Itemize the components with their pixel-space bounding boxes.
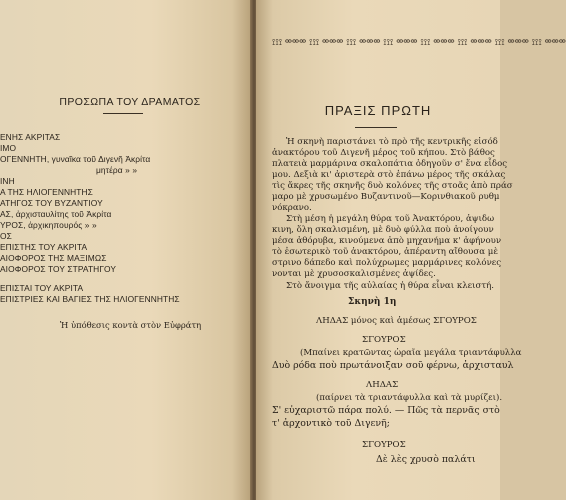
stage-direction-line: μου. Δεξιὰ κι' ἀριστερὰ στὸ ἐπάνω μέρος τῆς σκάλας (272, 170, 506, 180)
stage-direction-line: κινη, ὅλη σκαλισμένη, μὲ δυὸ φύλλα ποὺ ἀνοίγουν (272, 225, 494, 235)
stage-direction-line: πλατειὰ μαρμάρινα σκαλοπάτια ὁδηγοῦν σ' ἕνα εἶδος (272, 159, 508, 169)
cast-entry: μητέρα » » (96, 165, 138, 175)
setting-note: Ἡ ὑπόθεσις κοντὰ στὸν Εὐφράτη (60, 320, 202, 330)
cast-entry: ΙΝΗ (0, 176, 15, 186)
stage-direction-line: νονται μὲ χρυσοσκαλισμένες ἀψίδες. (272, 269, 436, 279)
cast-entry: ΥΡΟΣ, ἀρχικηπουρός » » (0, 220, 97, 230)
stage-direction-line: μέσα ἀθόρυβα, κινούμενα ἀπὸ μηχανήμα κ' ἀφήνουν (272, 236, 502, 246)
stage-direction-line: νόκρανο. (272, 203, 312, 213)
dialogue-line: Δυὸ ρόδα ποὺ πρωτάνοιξαν σοῦ φέρνω, ἀρχισταυλ (272, 360, 514, 371)
speaker-name: ΣΓΟΥΡΟΣ (362, 440, 406, 450)
cast-entry: ΑΙΟΦΟΡΟΣ ΤΟΥ ΣΤΡΑΤΗΓΟΥ (0, 264, 117, 274)
speaker-name: ΛΗΔΑΣ (366, 380, 399, 390)
cast-group: ΕΠΙΣΤΑΙ ΤΟΥ ΑΚΡΙΤΑ (0, 283, 84, 293)
cast-list-title: ΠΡΟΣΩΠΑ ΤΟΥ ΔΡΑΜΑΤΟΣ (59, 96, 201, 108)
cast-entry: ΕΠΙΣΤΗΣ ΤΟΥ ΑΚΡΙΤΑ (0, 242, 88, 252)
act-title: ΠΡΑΞΙΣ ΠΡΩΤΗ (324, 103, 432, 118)
scene-heading: Σκηνὴ 1η (348, 297, 397, 307)
cast-entry: ΟΓΕΝΝΗΤΗ, γυναῖκα τοῦ Διγενῆ Ἀκρίτα (0, 154, 151, 164)
stage-direction-line: ἀνακτόρου τοῦ Διγενῆ μέρος τοῦ κήπου. Στὸ βάθος (272, 148, 495, 158)
cast-entry: ΟΣ (0, 231, 12, 241)
cast-entry: ΑΙΟΦΟΡΟΣ ΤΗΣ ΜΑΞΙΜΩΣ (0, 253, 107, 263)
cast-entry: ΕΝΗΣ ΑΚΡΙΤΑΣ (0, 132, 61, 142)
title-rule (355, 127, 397, 128)
scene-persons: ΛΗΔΑΣ μόνος καὶ ἀμέσως ΣΓΟΥΡΟΣ (316, 316, 477, 326)
stage-direction-line: Στὴ μέση ἡ μεγάλη θύρα τοῦ Ἀνακτόρου, ἀψιδω (286, 214, 495, 224)
cast-group: ΕΠΙΣΤΡΙΕΣ ΚΑΙ ΒΑΓΙΕΣ ΤΗΣ ΗΛΙΟΓΕΝΝΗΤΗΣ (0, 294, 180, 304)
cast-entry: ΑΤΗΓΟΣ ΤΟΥ ΒΥΖΑΝΤΙΟΥ (0, 198, 103, 208)
stage-direction-line: μαρο μὲ χρυσωμένο Βυζαντινοῦ—Κορινθιακοῦ ρυθμ (272, 192, 500, 202)
dialogue-line: Σ' εὐχαριστῶ πάρα πολύ. — Πῶς τὰ περνᾶς στὸ (272, 405, 500, 416)
stage-direction-line: Στὸ ἄνοιγμα τῆς αὐλαίας ἡ θύρα εἶναι κλειστή. (286, 281, 494, 291)
stage-direction-line: τὸ ἐσωτερικὸ τοῦ ἀνακτόρου, ἀπέραντη αἴθουσα μὲ (272, 247, 498, 257)
title-rule (103, 113, 143, 114)
cast-entry: ΙΜΟ (0, 143, 17, 153)
decorative-border: ⟟⟟⟟ ᢁᢁᢁ ⟟⟟⟟ ᢁᢁᢁ ⟟⟟⟟ ᢁᢁᢁ ⟟⟟⟟ ᢁᢁᢁ ⟟⟟⟟ ᢁᢁᢁ ⟟⟟⟟ ᢁᢁᢁ ⟟⟟⟟ ᢁᢁᢁ ⟟⟟⟟ ᢁᢁᢁ (272, 38, 566, 48)
dialogue-line: τ' ἀρχοντικὸ τοῦ Διγενῆ; (272, 418, 390, 429)
stage-direction-line: στρινο δάπεδο καὶ πολύχρωμες μαρμάρινες κολόνες (272, 258, 502, 268)
cast-entry: Α ΤΗΣ ΗΛΙΟΓΕΝΝΗΤΗΣ (0, 187, 93, 197)
cast-entry: ΑΣ, ἀρχισταυλίτης τοῦ Ἀκρίτα (0, 209, 112, 219)
speaker-name: ΣΓΟΥΡΟΣ (362, 335, 406, 345)
dialogue-line: Δὲ λὲς χρυσὸ παλάτι (376, 454, 476, 465)
stage-direction: (Μπαίνει κρατῶντας ὡραῖα μεγάλα τριαντάφυλλα (300, 348, 522, 358)
stage-direction-line: Ἡ σκηνὴ παριστάνει τὸ πρὸ τῆς κεντρικῆς εἰσόδ (286, 137, 498, 147)
stage-direction-line: τὶς ἄκρες τῆς σκηνῆς δυὸ κολόνες τῆς στοᾶς ἀπὸ πράσ (272, 181, 513, 191)
stage-direction: (παίρνει τὰ τριαντάφυλλα καὶ τὰ μυρίζει). (316, 393, 503, 403)
